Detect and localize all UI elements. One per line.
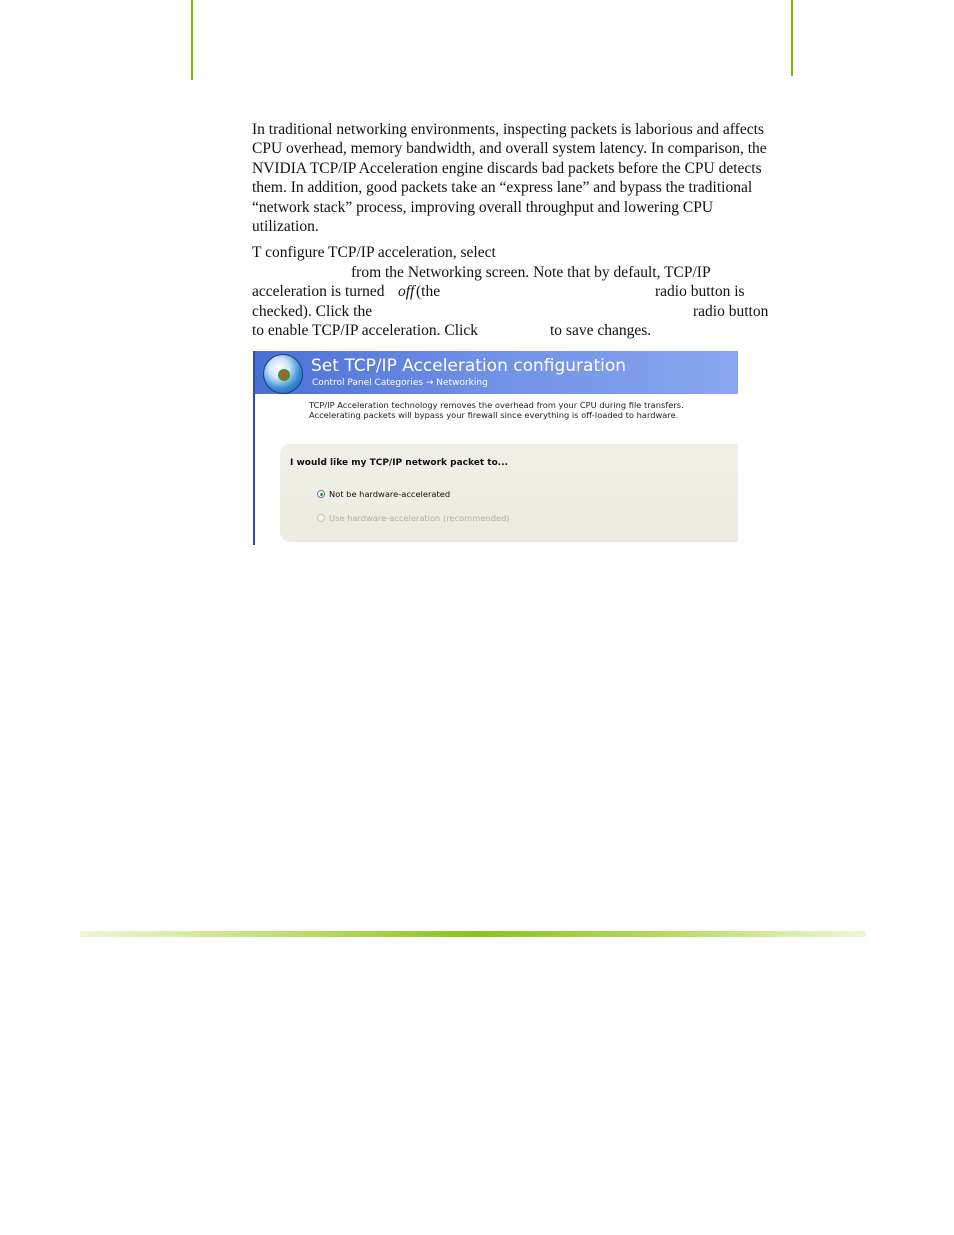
configure-line-2: from the Networking screen. Note that by default, TCP/IP	[351, 263, 711, 281]
screenshot-title: Set TCP/IP Acceleration configuration	[311, 356, 627, 376]
tcpip-config-screenshot	[253, 351, 738, 545]
body-text	[252, 120, 778, 339]
configure-line-1: T configure TCP/IP acceleration, select	[252, 244, 496, 262]
screenshot-header	[253, 351, 738, 394]
screenshot-breadcrumb[interactable]: Control Panel Categories → Networking	[312, 378, 488, 388]
network-globe-icon	[263, 354, 303, 394]
configure-line-3c: radio button is	[655, 283, 745, 301]
radio-disabled-icon	[317, 514, 325, 522]
off-emphasis: off	[398, 283, 415, 301]
header-rule-right	[791, 0, 793, 76]
configure-line-3b: (the	[416, 283, 441, 301]
radio-option-hardware-accelerated	[317, 513, 510, 523]
configure-line-5a: to enable TCP/IP acceleration. Click	[252, 322, 478, 340]
configure-line-5b: to save changes.	[550, 322, 652, 340]
radio-label-not-accelerated: Not be hardware-accelerated	[329, 489, 451, 499]
radio-label-hardware-accelerated: Use hardware-acceleration (recommended)	[329, 513, 510, 523]
configure-line-3a: acceleration is turned	[252, 283, 385, 301]
paragraph-configure	[252, 243, 778, 339]
header-rule-left	[191, 0, 193, 80]
options-panel	[280, 444, 738, 542]
radio-selected-icon[interactable]	[317, 490, 325, 498]
footer-rule	[80, 931, 866, 937]
radio-option-not-accelerated[interactable]	[317, 489, 450, 499]
configure-line-4a: checked). Click the	[252, 302, 373, 320]
options-prompt: I would like my TCP/IP network packet to...	[290, 458, 509, 468]
screenshot-description: TCP/IP Acceleration technology removes the overhead from your CPU during file transfers. Accelerating packets will bypass your firewall since everything is off-loaded to hardware.	[309, 400, 684, 421]
configure-line-4b: radio button	[693, 302, 769, 320]
paragraph-intro: In traditional networking environments, inspecting packets is laborious and affects CPU overhead, memory bandwidth, and overall system latency. In comparison, the NVIDIA TCP/IP Acceleration engine discards bad packets before the CPU detects them. In addition, good packets take an “express lane” and bypass the traditional “network stack” process, improving overall throughput and lowering CPU utilization.	[252, 121, 767, 236]
screenshot-left-border	[253, 351, 255, 545]
